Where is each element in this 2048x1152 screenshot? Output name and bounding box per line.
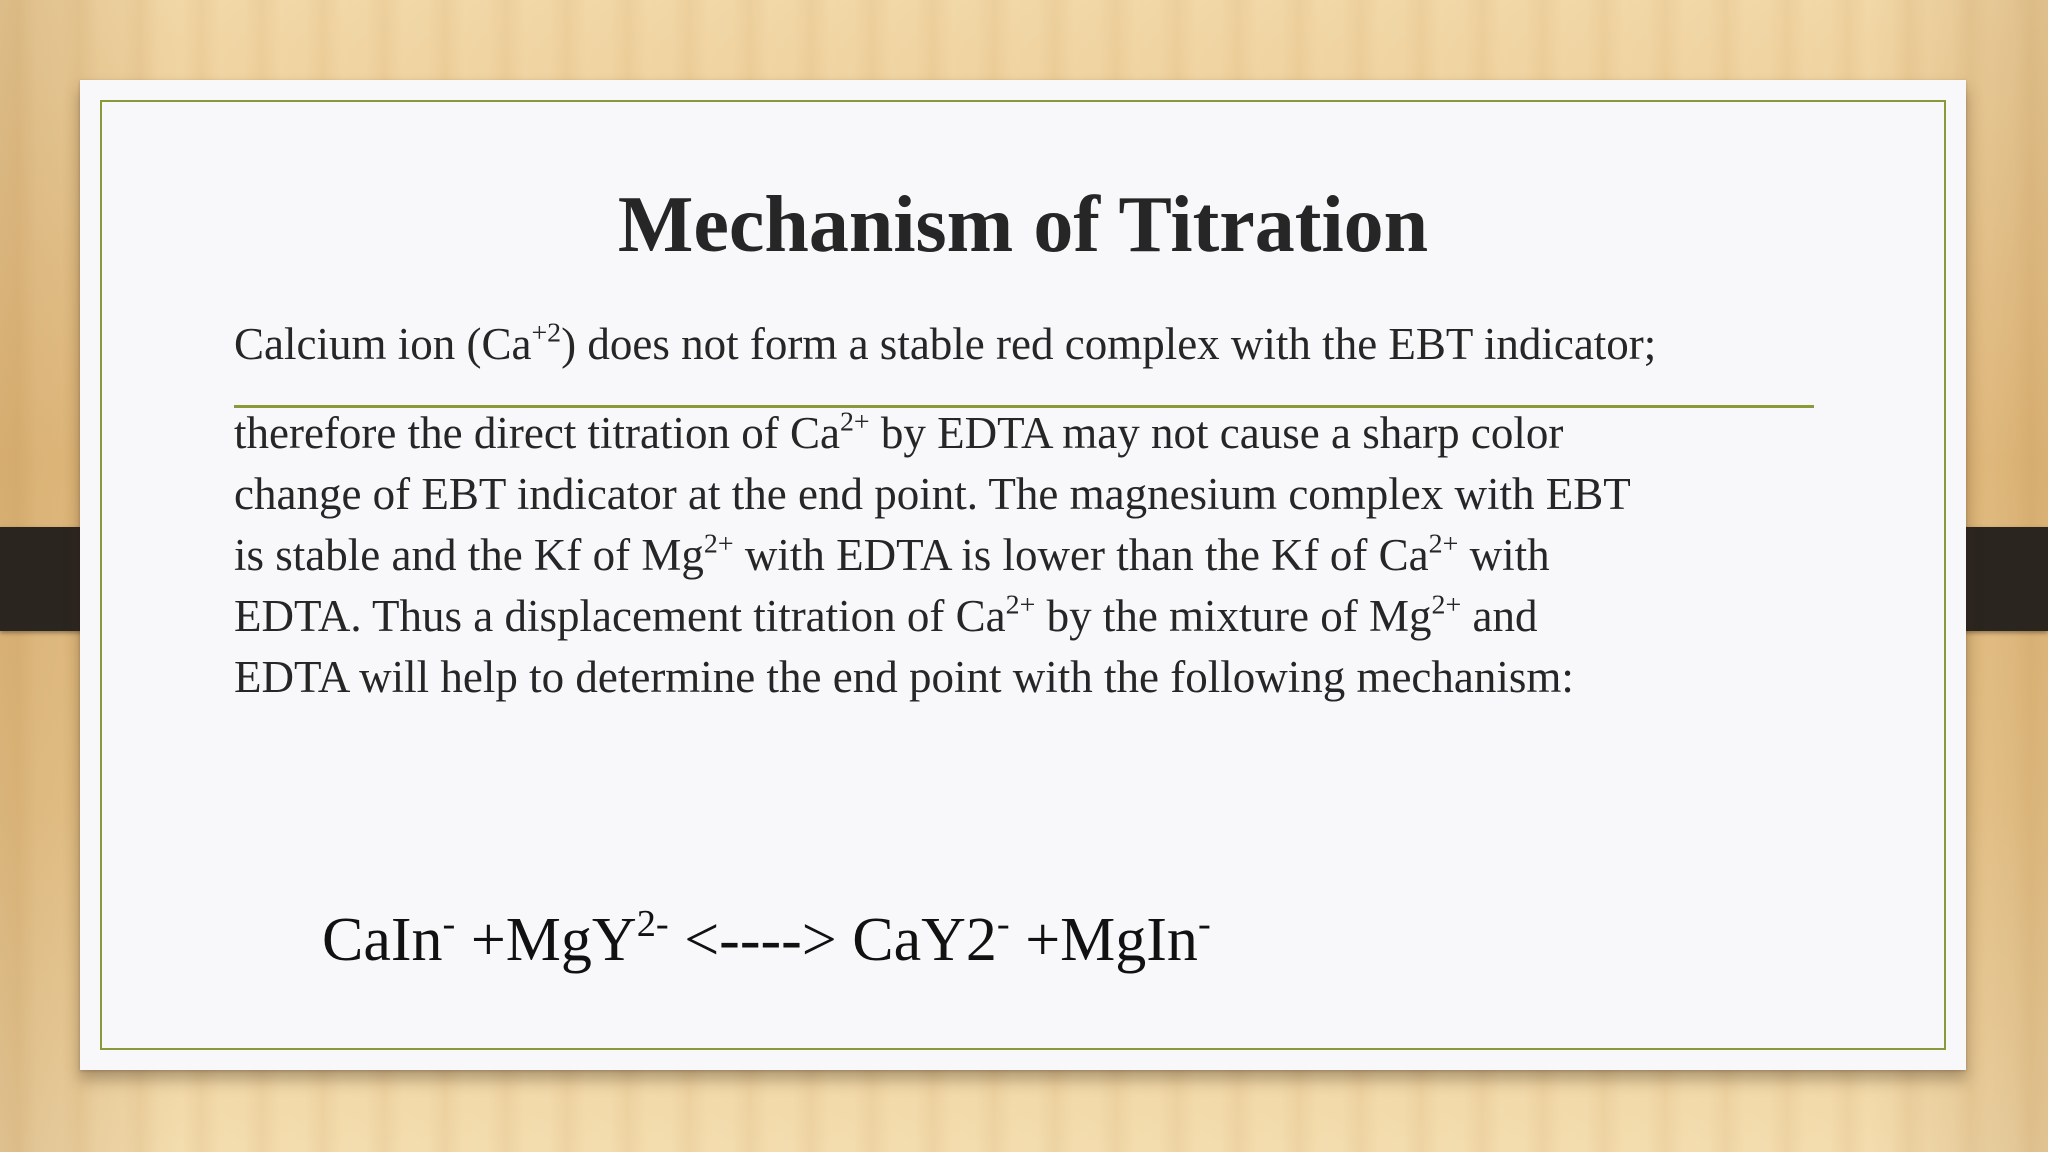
text-segment: ) does not form a stable red complex with the EBT indicator; [561,319,1657,369]
reaction-equation [322,905,1211,976]
body-line-2 [234,464,1854,525]
charge-superscript: - [1197,903,1211,946]
superscript: 2+ [839,406,870,438]
slide-title: Mechanism of Titration [617,181,1429,269]
text-segment: is stable and the Kf of Mg [234,530,704,580]
superscript: 2+ [1428,528,1459,560]
body-first-line [234,318,1656,370]
text-segment: therefore the direct titration of Ca [234,408,840,458]
text-segment: EDTA. Thus a displacement titration of Ca [234,591,1006,641]
charge-superscript: - [442,903,456,946]
equation-term: +MgIn [1009,906,1198,974]
charge-superscript: 2- [636,903,669,946]
equation-term: CaIn [322,906,443,974]
text-segment: by EDTA may not cause a sharp color [869,408,1564,458]
equation-term: +MgY [455,906,637,974]
text-segment: and [1461,591,1538,641]
superscript: 2+ [703,528,734,560]
text-segment: with [1458,530,1550,580]
text-segment: change of EBT indicator at the end point. The magnesium complex with EBT [234,469,1631,519]
body-paragraph [234,403,1854,708]
equation-term: <----> CaY2 [668,906,997,974]
text-segment: Calcium ion (Ca [234,319,532,369]
body-line-3 [234,525,1854,586]
text-segment: by the mixture of Mg [1035,591,1432,641]
body-line-5 [234,647,1854,708]
body-line-1 [234,403,1854,464]
text-segment: EDTA will help to determine the end point with the following mechanism: [234,652,1574,702]
slide-card [80,80,1966,1070]
superscript: 2+ [1431,589,1462,621]
body-line-4 [234,586,1854,647]
superscript: 2+ [1005,589,1036,621]
text-segment: with EDTA is lower than the Kf of Ca [733,530,1429,580]
superscript: +2 [531,317,562,349]
charge-superscript: - [996,903,1010,946]
